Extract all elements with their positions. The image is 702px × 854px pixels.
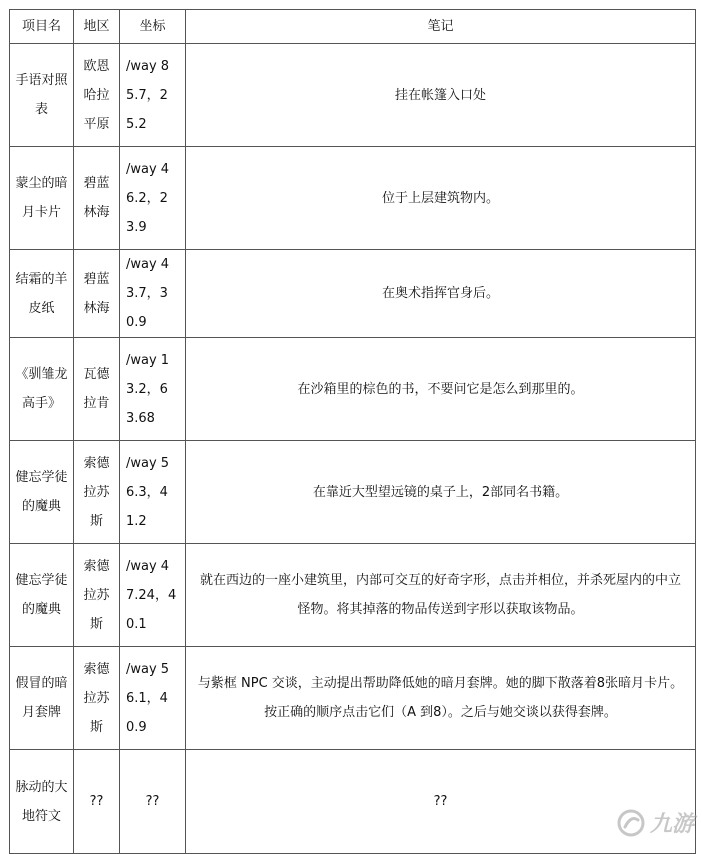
item-coord: ?? [120,750,186,854]
table-row [10,338,696,441]
item-note: ?? [186,750,696,854]
watermark [616,807,694,838]
item-coord: /way 46.2，23.9 [120,147,186,250]
item-coord: /way 47.24，40.1 [120,544,186,647]
table-row [10,544,696,647]
table-row [10,250,696,338]
item-note: 在沙箱里的棕色的书，不要问它是怎么到那里的。 [186,338,696,441]
table-row [10,44,696,147]
item-note: 在靠近大型望远镜的桌子上，2部同名书籍。 [186,441,696,544]
jiuyou-logo-icon [616,808,646,838]
items-table [9,9,696,854]
item-note: 就在西边的一座小建筑里，内部可交互的好奇字形，点击并相位，并杀死屋内的中立怪物。将其掉落的物品传送到字形以获取该物品。 [186,544,696,647]
item-region: 碧蓝林海 [83,176,110,220]
item-coord: /way 56.1，40.9 [120,647,186,750]
item-region: ?? [89,794,104,809]
item-name: 蒙尘的暗月卡片 [15,176,68,220]
item-name: 假冒的暗月套牌 [15,676,68,720]
item-region: 欧恩哈拉平原 [83,58,110,132]
item-region: 索德拉苏斯 [83,558,110,632]
header-region: 地区 [74,10,120,44]
item-name: 结霜的羊皮纸 [15,271,68,316]
table-row [10,750,696,854]
item-name: 健忘学徒的魔典 [15,573,68,617]
table-header-row [10,10,696,44]
item-name: 健忘学徒的魔典 [15,470,68,514]
item-name: 脉动的大地符文 [15,779,68,824]
item-region: 索德拉苏斯 [83,455,110,529]
watermark-text: 九游 [649,811,694,837]
item-note: 在奥术指挥官身后。 [186,250,696,338]
item-name: 《驯雏龙高手》 [15,367,68,411]
item-region: 瓦德拉肯 [83,367,110,411]
item-region: 碧蓝林海 [83,271,110,316]
table-row [10,647,696,750]
item-coord: /way 43.7，30.9 [120,250,186,338]
table-row [10,441,696,544]
header-coord: 坐标 [120,10,186,44]
item-coord: /way 13.2，63.68 [120,338,186,441]
item-note: 位于上层建筑物内。 [186,147,696,250]
header-name: 项目名 [10,10,74,44]
header-note: 笔记 [186,10,696,44]
item-note: 挂在帐篷入口处 [186,44,696,147]
item-coord: /way 56.3，41.2 [120,441,186,544]
item-region: 索德拉苏斯 [83,661,110,735]
item-coord: /way 85.7，25.2 [120,44,186,147]
table-row [10,147,696,250]
item-name: 手语对照表 [15,73,68,117]
item-note: 与紫框 NPC 交谈，主动提出帮助降低她的暗月套牌。她的脚下散落着8张暗月卡片。按正确的顺序点击它们（A 到8）。之后与她交谈以获得套牌。 [186,647,696,750]
